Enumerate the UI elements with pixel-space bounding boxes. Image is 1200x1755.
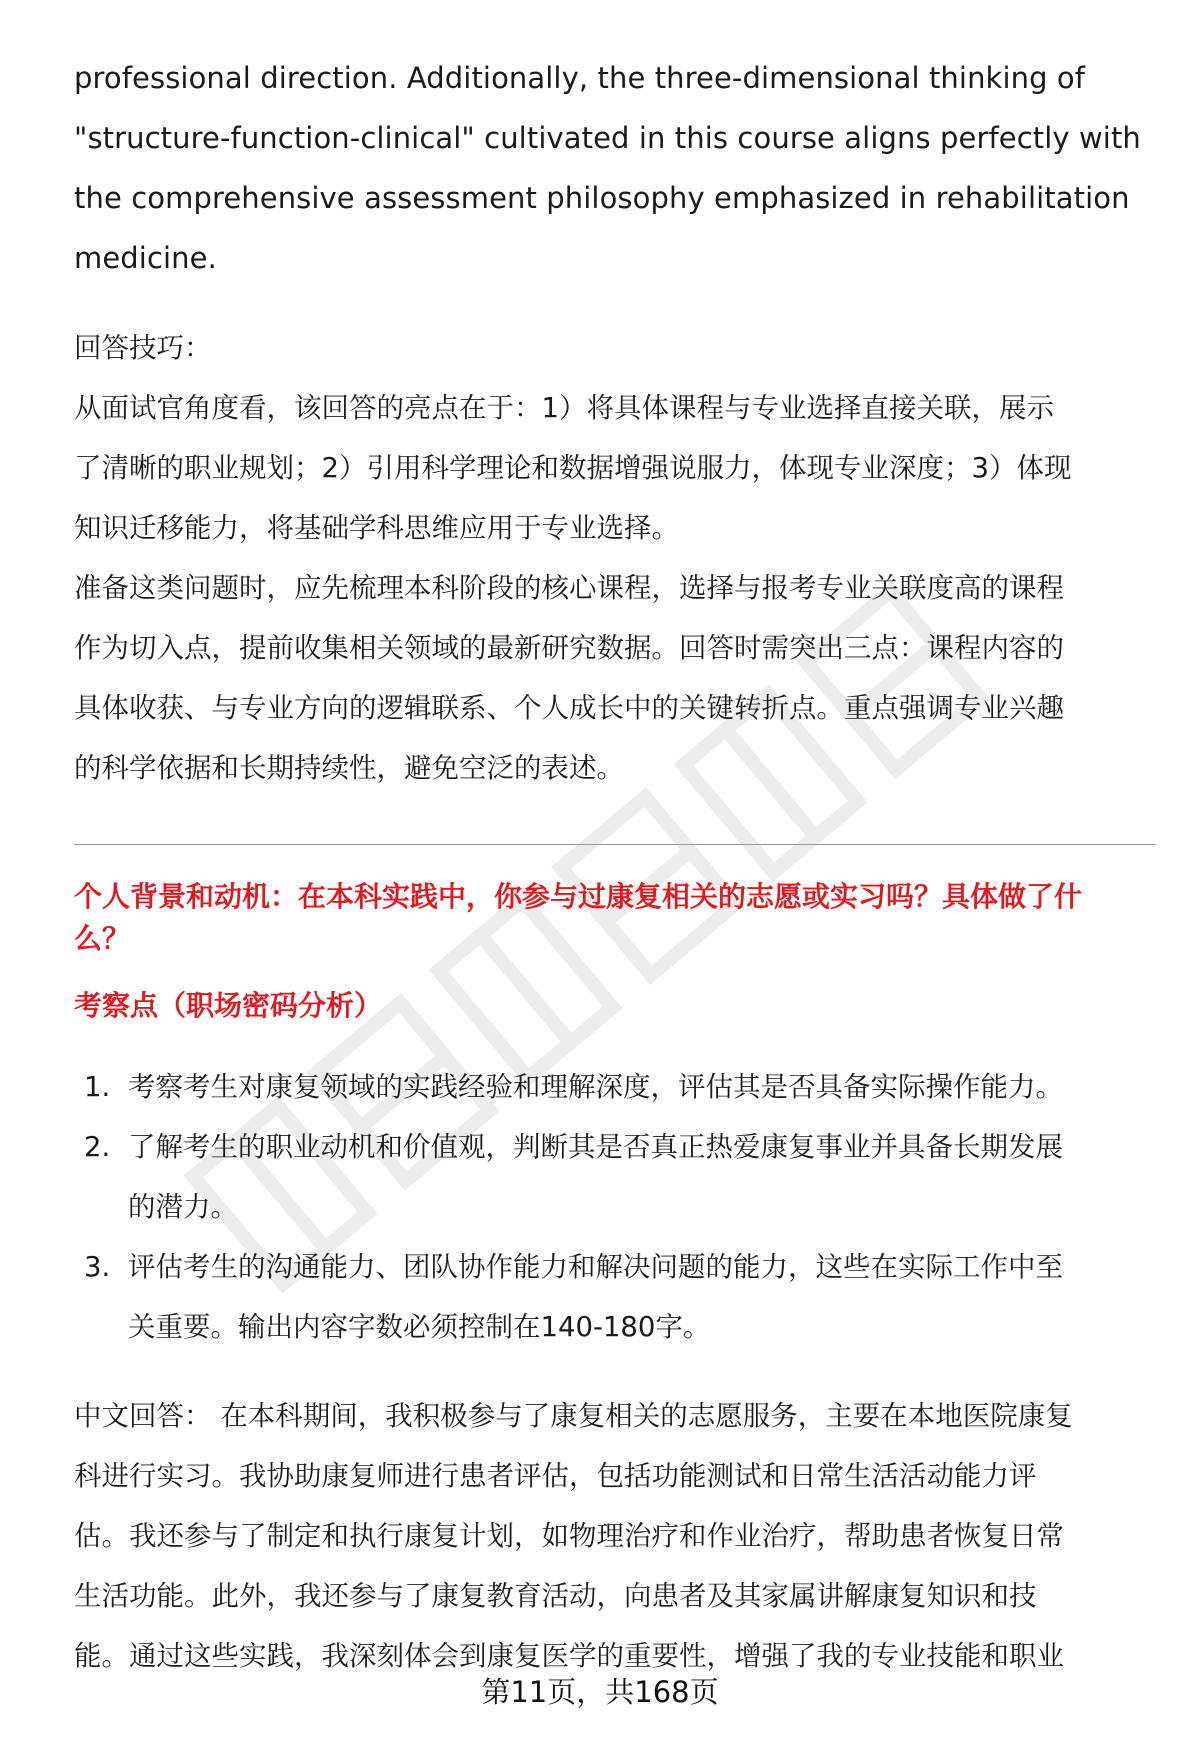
tips-section [74, 318, 1154, 378]
list-item [74, 1237, 1154, 1357]
text-line: 生活功能。此外，我还参与了康复教育活动，向患者及其家属讲解康复知识和技 [74, 1580, 1037, 1612]
analysis-heading-text: 考察点（职场密码分析） [74, 989, 383, 1022]
text-line: 考察考生对康复领域的实践经验和理解深度，评估其是否具备实际操作能力。 [128, 1071, 1063, 1103]
answer-paragraph [74, 1386, 1154, 1686]
text-line: 能。通过这些实践，我深刻体会到康复医学的重要性，增强了我的专业技能和职业 [74, 1640, 1064, 1672]
text-line: medicine. [74, 241, 217, 275]
text-line: the comprehensive assessment philosophy emphasized in rehabilitation [74, 181, 1130, 215]
tips-paragraph-2 [74, 558, 1154, 798]
list-number: 2. [84, 1131, 111, 1163]
list-number: 1. [84, 1071, 111, 1103]
analysis-points [74, 1057, 1154, 1357]
intro-english-paragraph [74, 48, 1154, 288]
question-title-line: 么？ [74, 922, 131, 955]
text-line: 中文回答： 在本科期间，我积极参与了康复相关的志愿服务，主要在本地医院康复 [74, 1400, 1073, 1432]
analysis-heading [74, 985, 1154, 1027]
page-number: 第11页，共168页 [481, 1675, 719, 1709]
text-line: 具体收获、与专业方向的逻辑联系、个人成长中的关键转折点。重点强调专业兴趣 [74, 692, 1064, 724]
text-line: 评估考生的沟通能力、团队协作能力和解决问题的能力，这些在实际工作中至 [128, 1251, 1063, 1283]
tips-paragraph-1 [74, 378, 1154, 558]
text-line: 了解考生的职业动机和价值观，判断其是否真正热爱康复事业并具备长期发展 [128, 1131, 1063, 1163]
text-line: 科进行实习。我协助康复师进行患者评估，包括功能测试和日常生活活动能力评 [74, 1460, 1037, 1492]
text-line: 的潜力。 [128, 1191, 238, 1223]
text-line: 作为切入点，提前收集相关领域的最新研究数据。回答时需突出三点：课程内容的 [74, 632, 1064, 664]
text-line: 关重要。输出内容字数必须控制在140-180字。 [128, 1311, 711, 1343]
list-number: 3. [84, 1251, 111, 1283]
question-title [74, 876, 1154, 960]
text-line: 估。我还参与了制定和执行康复计划，如物理治疗和作业治疗，帮助患者恢复日常 [74, 1520, 1064, 1552]
section-divider [74, 844, 1156, 845]
question-title-line: 个人背景和动机：在本科实践中，你参与过康复相关的志愿或实习吗？具体做了什 [74, 880, 1083, 913]
text-line: 知识迁移能力，将基础学科思维应用于专业选择。 [74, 512, 679, 544]
tips-heading: 回答技巧： [74, 332, 212, 364]
text-line: 的科学依据和长期持续性，避免空泛的表述。 [74, 752, 624, 784]
text-line: 了清晰的职业规划；2）引用科学理论和数据增强说服力，体现专业深度；3）体现 [74, 452, 1072, 484]
text-line: 准备这类问题时，应先梳理本科阶段的核心课程，选择与报考专业关联度高的课程 [74, 572, 1064, 604]
list-item [74, 1057, 1154, 1117]
text-line: "structure-function-clinical" cultivated in this course aligns perfectly with [74, 121, 1141, 155]
text-line: professional direction. Additionally, the three-dimensional thinking of [74, 61, 1086, 95]
list-item [74, 1117, 1154, 1237]
text-line: 从面试官角度看，该回答的亮点在于：1）将具体课程与专业选择直接关联，展示 [74, 392, 1054, 424]
